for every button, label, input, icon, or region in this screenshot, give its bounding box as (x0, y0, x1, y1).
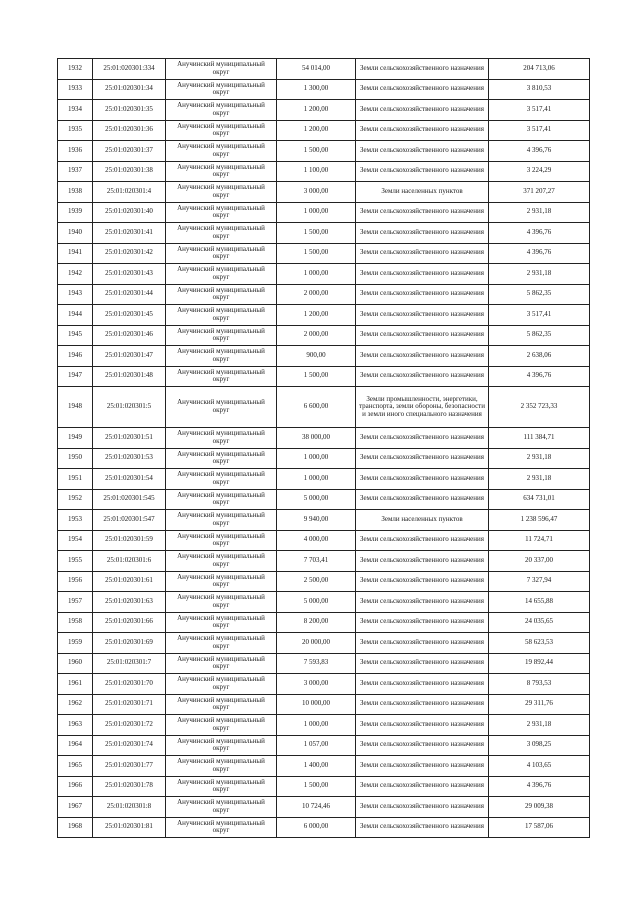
table-row (58, 325, 590, 346)
district-cell: Анучинский муниципальный округ (166, 756, 277, 777)
table-row (58, 428, 590, 449)
area-cell: 5 000,00 (277, 489, 356, 510)
cadastral-value-cell: 2 931,18 (489, 448, 590, 469)
district-cell: Анучинский муниципальный округ (166, 817, 277, 838)
area-cell: 1 500,00 (277, 776, 356, 797)
row-number-cell: 1933 (58, 79, 93, 100)
area-cell: 10 000,00 (277, 694, 356, 715)
cadastral-number-cell: 25:01:020301:6 (93, 551, 166, 572)
row-number-cell: 1956 (58, 571, 93, 592)
cadastral-number-cell: 25:01:020301:66 (93, 612, 166, 633)
row-number-cell: 1932 (58, 59, 93, 80)
area-cell: 1 300,00 (277, 79, 356, 100)
district-cell: Анучинский муниципальный округ (166, 387, 277, 428)
row-number-cell: 1951 (58, 469, 93, 490)
table-row (58, 510, 590, 531)
cadastral-value-cell: 2 931,18 (489, 715, 590, 736)
cadastral-value-cell: 3 098,25 (489, 735, 590, 756)
land-category-cell: Земли сельскохозяйственного назначения (356, 776, 489, 797)
district-cell: Анучинский муниципальный округ (166, 571, 277, 592)
district-cell: Анучинский муниципальный округ (166, 633, 277, 654)
district-cell: Анучинский муниципальный округ (166, 264, 277, 285)
cadastral-number-cell: 25:01:020301:48 (93, 366, 166, 387)
land-category-cell: Земли сельскохозяйственного назначения (356, 756, 489, 777)
row-number-cell: 1949 (58, 428, 93, 449)
cadastral-value-cell: 14 655,88 (489, 592, 590, 613)
cadastral-value-cell: 2 931,18 (489, 264, 590, 285)
cadastral-number-cell: 25:01:020301:5 (93, 387, 166, 428)
land-category-cell: Земли сельскохозяйственного назначения (356, 223, 489, 244)
row-number-cell: 1942 (58, 264, 93, 285)
table-row (58, 592, 590, 613)
row-number-cell: 1935 (58, 120, 93, 141)
district-cell: Анучинский муниципальный округ (166, 120, 277, 141)
row-number-cell: 1936 (58, 141, 93, 162)
land-category-cell: Земли сельскохозяйственного назначения (356, 612, 489, 633)
cadastral-value-cell: 2 931,18 (489, 202, 590, 223)
row-number-cell: 1937 (58, 161, 93, 182)
row-number-cell: 1938 (58, 182, 93, 203)
district-cell: Анучинский муниципальный округ (166, 428, 277, 449)
cadastral-value-cell: 4 103,65 (489, 756, 590, 777)
table-row (58, 202, 590, 223)
table-row (58, 59, 590, 80)
cadastral-value-cell: 3 517,41 (489, 305, 590, 326)
cadastral-value-cell: 111 384,71 (489, 428, 590, 449)
cadastral-number-cell: 25:01:020301:46 (93, 325, 166, 346)
land-category-cell: Земли сельскохозяйственного назначения (356, 59, 489, 80)
row-number-cell: 1961 (58, 674, 93, 695)
land-category-cell: Земли сельскохозяйственного назначения (356, 817, 489, 838)
district-cell: Анучинский муниципальный округ (166, 612, 277, 633)
table-row (58, 715, 590, 736)
land-category-cell: Земли сельскохозяйственного назначения (356, 551, 489, 572)
cadastral-value-cell: 204 713,06 (489, 59, 590, 80)
land-category-cell: Земли сельскохозяйственного назначения (356, 694, 489, 715)
table-row (58, 182, 590, 203)
land-category-cell: Земли сельскохозяйственного назначения (356, 571, 489, 592)
land-category-cell: Земли сельскохозяйственного назначения (356, 305, 489, 326)
cadastral-number-cell: 25:01:020301:47 (93, 346, 166, 367)
table-row (58, 141, 590, 162)
cadastral-number-cell: 25:01:020301:41 (93, 223, 166, 244)
area-cell: 3 000,00 (277, 674, 356, 695)
land-category-cell: Земли сельскохозяйственного назначения (356, 366, 489, 387)
area-cell: 1 000,00 (277, 202, 356, 223)
row-number-cell: 1948 (58, 387, 93, 428)
district-cell: Анучинский муниципальный округ (166, 715, 277, 736)
area-cell: 7 593,83 (277, 653, 356, 674)
area-cell: 3 000,00 (277, 182, 356, 203)
cadastral-number-cell: 25:01:020301:43 (93, 264, 166, 285)
land-category-cell: Земли сельскохозяйственного назначения (356, 653, 489, 674)
district-cell: Анучинский муниципальный округ (166, 79, 277, 100)
row-number-cell: 1965 (58, 756, 93, 777)
district-cell: Анучинский муниципальный округ (166, 182, 277, 203)
district-cell: Анучинский муниципальный округ (166, 674, 277, 695)
land-category-cell: Земли сельскохозяйственного назначения (356, 530, 489, 551)
table-row (58, 735, 590, 756)
table-row (58, 551, 590, 572)
cadastral-value-cell: 29 311,76 (489, 694, 590, 715)
cadastral-number-cell: 25:01:020301:63 (93, 592, 166, 613)
land-category-cell: Земли сельскохозяйственного назначения (356, 161, 489, 182)
area-cell: 20 000,00 (277, 633, 356, 654)
table-row (58, 653, 590, 674)
table-row (58, 469, 590, 490)
district-cell: Анучинский муниципальный округ (166, 325, 277, 346)
area-cell: 7 703,41 (277, 551, 356, 572)
land-category-cell: Земли сельскохозяйственного назначения (356, 469, 489, 490)
cadastral-value-cell: 19 892,44 (489, 653, 590, 674)
district-cell: Анучинский муниципальный округ (166, 141, 277, 162)
land-category-cell: Земли сельскохозяйственного назначения (356, 100, 489, 121)
district-cell: Анучинский муниципальный округ (166, 469, 277, 490)
row-number-cell: 1945 (58, 325, 93, 346)
cadastral-number-cell: 25:01:020301:7 (93, 653, 166, 674)
land-category-cell: Земли сельскохозяйственного назначения (356, 674, 489, 695)
table-row (58, 571, 590, 592)
district-cell: Анучинский муниципальный округ (166, 510, 277, 531)
cadastral-number-cell: 25:01:020301:4 (93, 182, 166, 203)
area-cell: 54 014,00 (277, 59, 356, 80)
row-number-cell: 1944 (58, 305, 93, 326)
table-row (58, 674, 590, 695)
table-row (58, 264, 590, 285)
cadastral-number-cell: 25:01:020301:70 (93, 674, 166, 695)
land-category-cell: Земли сельскохозяйственного назначения (356, 243, 489, 264)
row-number-cell: 1966 (58, 776, 93, 797)
area-cell: 2 000,00 (277, 325, 356, 346)
row-number-cell: 1950 (58, 448, 93, 469)
cadastral-value-cell: 3 224,29 (489, 161, 590, 182)
cadastral-value-cell: 2 352 723,33 (489, 387, 590, 428)
cadastral-number-cell: 25:01:020301:78 (93, 776, 166, 797)
district-cell: Анучинский муниципальный округ (166, 243, 277, 264)
cadastral-number-cell: 25:01:020301:61 (93, 571, 166, 592)
district-cell: Анучинский муниципальный округ (166, 305, 277, 326)
cadastral-number-cell: 25:01:020301:71 (93, 694, 166, 715)
land-category-cell: Земли сельскохозяйственного назначения (356, 633, 489, 654)
cadastral-value-cell: 4 396,76 (489, 141, 590, 162)
cadastral-value-cell: 24 035,65 (489, 612, 590, 633)
area-cell: 10 724,46 (277, 797, 356, 818)
area-cell: 1 200,00 (277, 120, 356, 141)
area-cell: 900,00 (277, 346, 356, 367)
land-category-cell: Земли сельскохозяйственного назначения (356, 325, 489, 346)
area-cell: 4 000,00 (277, 530, 356, 551)
area-cell: 1 500,00 (277, 141, 356, 162)
land-category-cell: Земли сельскохозяйственного назначения (356, 797, 489, 818)
table-row (58, 756, 590, 777)
cadastral-number-cell: 25:01:020301:547 (93, 510, 166, 531)
cadastral-number-cell: 25:01:020301:72 (93, 715, 166, 736)
district-cell: Анучинский муниципальный округ (166, 551, 277, 572)
cadastral-number-cell: 25:01:020301:53 (93, 448, 166, 469)
cadastral-value-cell: 11 724,71 (489, 530, 590, 551)
district-cell: Анучинский муниципальный округ (166, 530, 277, 551)
cadastral-value-cell: 3 517,41 (489, 100, 590, 121)
cadastral-value-cell: 8 793,53 (489, 674, 590, 695)
cadastral-value-cell: 634 731,01 (489, 489, 590, 510)
area-cell: 8 200,00 (277, 612, 356, 633)
land-category-cell: Земли сельскохозяйственного назначения (356, 284, 489, 305)
district-cell: Анучинский муниципальный округ (166, 592, 277, 613)
district-cell: Анучинский муниципальный округ (166, 653, 277, 674)
row-number-cell: 1953 (58, 510, 93, 531)
table-row (58, 817, 590, 838)
district-cell: Анучинский муниципальный округ (166, 694, 277, 715)
table-row (58, 776, 590, 797)
district-cell: Анучинский муниципальный округ (166, 448, 277, 469)
area-cell: 1 500,00 (277, 366, 356, 387)
land-category-cell: Земли сельскохозяйственного назначения (356, 346, 489, 367)
cadastral-value-cell: 5 862,35 (489, 284, 590, 305)
row-number-cell: 1943 (58, 284, 93, 305)
row-number-cell: 1963 (58, 715, 93, 736)
land-category-cell: Земли сельскохозяйственного назначения (356, 141, 489, 162)
cadastral-number-cell: 25:01:020301:36 (93, 120, 166, 141)
row-number-cell: 1964 (58, 735, 93, 756)
cadastral-number-cell: 25:01:020301:45 (93, 305, 166, 326)
area-cell: 1 000,00 (277, 264, 356, 285)
area-cell: 5 000,00 (277, 592, 356, 613)
table-row (58, 161, 590, 182)
table-row (58, 387, 590, 428)
cadastral-value-cell: 1 238 596,47 (489, 510, 590, 531)
cadastral-value-cell: 29 009,38 (489, 797, 590, 818)
cadastral-number-cell: 25:01:020301:77 (93, 756, 166, 777)
cadastral-number-cell: 25:01:020301:334 (93, 59, 166, 80)
area-cell: 2 000,00 (277, 284, 356, 305)
land-category-cell: Земли сельскохозяйственного назначения (356, 79, 489, 100)
area-cell: 1 057,00 (277, 735, 356, 756)
cadastral-value-cell: 3 810,53 (489, 79, 590, 100)
district-cell: Анучинский муниципальный округ (166, 161, 277, 182)
area-cell: 6 000,00 (277, 817, 356, 838)
district-cell: Анучинский муниципальный округ (166, 346, 277, 367)
cadastral-number-cell: 25:01:020301:42 (93, 243, 166, 264)
table-row (58, 448, 590, 469)
cadastral-number-cell: 25:01:020301:51 (93, 428, 166, 449)
district-cell: Анучинский муниципальный округ (166, 776, 277, 797)
table-row (58, 633, 590, 654)
land-category-cell: Земли сельскохозяйственного назначения (356, 592, 489, 613)
cadastral-value-cell: 4 396,76 (489, 776, 590, 797)
table-row (58, 366, 590, 387)
district-cell: Анучинский муниципальный округ (166, 100, 277, 121)
row-number-cell: 1962 (58, 694, 93, 715)
cadastral-number-cell: 25:01:020301:81 (93, 817, 166, 838)
table-row (58, 612, 590, 633)
row-number-cell: 1960 (58, 653, 93, 674)
cadastral-value-cell: 4 396,76 (489, 243, 590, 264)
table-row (58, 489, 590, 510)
row-number-cell: 1958 (58, 612, 93, 633)
row-number-cell: 1952 (58, 489, 93, 510)
cadastral-value-cell: 20 337,00 (489, 551, 590, 572)
row-number-cell: 1934 (58, 100, 93, 121)
land-category-cell: Земли промышленности, энергетики, транспорта, земли обороны, безопасности и земли иного специального назначения (356, 387, 489, 428)
cadastral-value-cell: 5 862,35 (489, 325, 590, 346)
cadastral-number-cell: 25:01:020301:38 (93, 161, 166, 182)
land-category-cell: Земли сельскохозяйственного назначения (356, 735, 489, 756)
row-number-cell: 1947 (58, 366, 93, 387)
cadastral-value-cell: 4 396,76 (489, 223, 590, 244)
area-cell: 1 400,00 (277, 756, 356, 777)
land-category-cell: Земли сельскохозяйственного назначения (356, 120, 489, 141)
row-number-cell: 1968 (58, 817, 93, 838)
land-category-cell: Земли сельскохозяйственного назначения (356, 489, 489, 510)
area-cell: 1 000,00 (277, 715, 356, 736)
table-row (58, 243, 590, 264)
row-number-cell: 1957 (58, 592, 93, 613)
area-cell: 1 000,00 (277, 469, 356, 490)
district-cell: Анучинский муниципальный округ (166, 366, 277, 387)
table-row (58, 694, 590, 715)
row-number-cell: 1954 (58, 530, 93, 551)
district-cell: Анучинский муниципальный округ (166, 284, 277, 305)
area-cell: 1 000,00 (277, 448, 356, 469)
table-row (58, 79, 590, 100)
land-category-cell: Земли сельскохозяйственного назначения (356, 715, 489, 736)
district-cell: Анучинский муниципальный округ (166, 489, 277, 510)
cadastral-number-cell: 25:01:020301:44 (93, 284, 166, 305)
area-cell: 1 200,00 (277, 305, 356, 326)
area-cell: 1 200,00 (277, 100, 356, 121)
district-cell: Анучинский муниципальный округ (166, 797, 277, 818)
land-category-cell: Земли сельскохозяйственного назначения (356, 264, 489, 285)
cadastral-number-cell: 25:01:020301:545 (93, 489, 166, 510)
row-number-cell: 1939 (58, 202, 93, 223)
land-category-cell: Земли сельскохозяйственного назначения (356, 428, 489, 449)
cadastral-value-cell: 58 623,53 (489, 633, 590, 654)
cadastral-value-cell: 4 396,76 (489, 366, 590, 387)
cadastral-number-cell: 25:01:020301:59 (93, 530, 166, 551)
cadastral-value-cell: 7 327,94 (489, 571, 590, 592)
cadastral-number-cell: 25:01:020301:40 (93, 202, 166, 223)
cadastral-value-cell: 371 207,27 (489, 182, 590, 203)
table-row (58, 284, 590, 305)
cadastral-number-cell: 25:01:020301:34 (93, 79, 166, 100)
area-cell: 1 100,00 (277, 161, 356, 182)
cadastral-value-cell: 3 517,41 (489, 120, 590, 141)
land-category-cell: Земли сельскохозяйственного назначения (356, 448, 489, 469)
cadastral-value-cell: 2 638,06 (489, 346, 590, 367)
area-cell: 6 600,00 (277, 387, 356, 428)
table-row (58, 797, 590, 818)
cadastral-number-cell: 25:01:020301:69 (93, 633, 166, 654)
cadastral-number-cell: 25:01:020301:74 (93, 735, 166, 756)
cadastral-number-cell: 25:01:020301:54 (93, 469, 166, 490)
table-row (58, 120, 590, 141)
land-category-cell: Земли населенных пунктов (356, 510, 489, 531)
cadastral-table (57, 58, 590, 838)
district-cell: Анучинский муниципальный округ (166, 202, 277, 223)
district-cell: Анучинский муниципальный округ (166, 59, 277, 80)
area-cell: 9 940,00 (277, 510, 356, 531)
table-row (58, 223, 590, 244)
table-row (58, 100, 590, 121)
cadastral-value-cell: 17 587,06 (489, 817, 590, 838)
row-number-cell: 1940 (58, 223, 93, 244)
row-number-cell: 1967 (58, 797, 93, 818)
land-category-cell: Земли сельскохозяйственного назначения (356, 202, 489, 223)
area-cell: 38 000,00 (277, 428, 356, 449)
row-number-cell: 1941 (58, 243, 93, 264)
area-cell: 1 500,00 (277, 243, 356, 264)
cadastral-number-cell: 25:01:020301:8 (93, 797, 166, 818)
land-category-cell: Земли населенных пунктов (356, 182, 489, 203)
row-number-cell: 1959 (58, 633, 93, 654)
area-cell: 1 500,00 (277, 223, 356, 244)
cadastral-number-cell: 25:01:020301:35 (93, 100, 166, 121)
cadastral-value-cell: 2 931,18 (489, 469, 590, 490)
table-row (58, 346, 590, 367)
table-body (58, 59, 590, 838)
table-row (58, 530, 590, 551)
row-number-cell: 1946 (58, 346, 93, 367)
district-cell: Анучинский муниципальный округ (166, 223, 277, 244)
table-row (58, 305, 590, 326)
cadastral-number-cell: 25:01:020301:37 (93, 141, 166, 162)
area-cell: 2 500,00 (277, 571, 356, 592)
row-number-cell: 1955 (58, 551, 93, 572)
district-cell: Анучинский муниципальный округ (166, 735, 277, 756)
